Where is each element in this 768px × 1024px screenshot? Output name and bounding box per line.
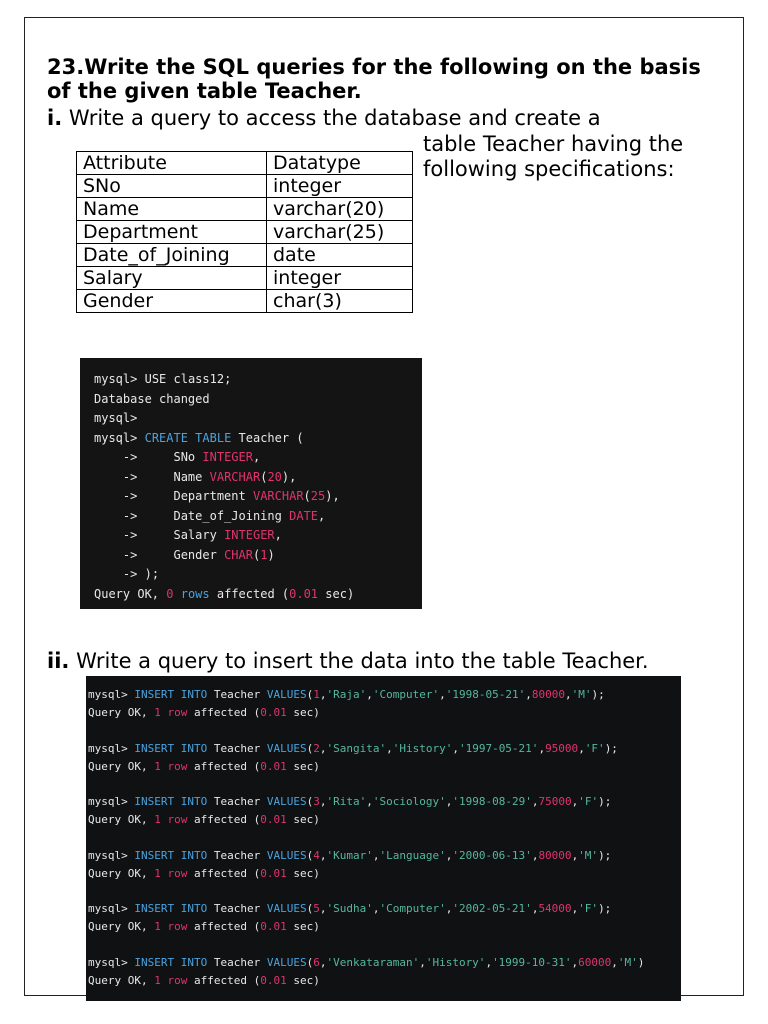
datatype-cell: integer — [267, 175, 413, 198]
result-suffix: sec) — [293, 706, 320, 719]
spec-table — [76, 151, 413, 313]
result-suffix: sec) — [293, 759, 320, 773]
part-ii-line — [47, 649, 649, 673]
prompt: mysql> — [88, 795, 128, 808]
terminal-line — [94, 429, 422, 449]
statement-end: ); — [591, 688, 605, 701]
column-name: Department — [173, 489, 246, 503]
gender-value: 'F' — [578, 795, 599, 808]
terminal-line — [94, 370, 422, 390]
part-i-label: i. — [47, 106, 63, 130]
column-name: SNo — [173, 450, 196, 464]
column-tail: ) — [267, 547, 275, 562]
column-size: 25 — [310, 489, 326, 503]
gender-value: 'M' — [617, 955, 638, 969]
keyword: INSERT — [134, 741, 175, 755]
result-suffix: sec) — [293, 973, 320, 987]
terminal-line — [88, 758, 681, 776]
result-prefix: Query OK, — [88, 973, 148, 987]
part-i-line1 — [47, 106, 601, 130]
terminal-line — [94, 390, 422, 410]
result-time: 0.01 — [260, 759, 287, 773]
status-text: Database changed — [94, 391, 210, 406]
part-ii-label: ii. — [47, 649, 70, 673]
terminal-line: -> Name VARCHAR(20), — [122, 469, 297, 484]
insert-terminal — [86, 676, 681, 1001]
attribute-cell: SNo — [77, 175, 267, 198]
column-name: Salary — [173, 528, 217, 542]
doj-value: '1997-05-21' — [458, 741, 539, 755]
column-tail: , — [274, 528, 282, 542]
terminal-line — [94, 448, 422, 468]
continuation: -> — [122, 567, 138, 581]
doj-value: '2002-05-21' — [452, 902, 532, 915]
column-name: Name — [173, 469, 203, 484]
result-suffix: sec) — [325, 586, 355, 601]
datatype-cell: date — [267, 244, 413, 267]
column-type: CHAR — [224, 547, 253, 562]
prompt: mysql> — [88, 688, 128, 701]
result-count: 0 — [166, 586, 174, 601]
result-prefix: Query OK, — [88, 813, 148, 826]
sno-value: 1 — [313, 688, 320, 701]
dept-value: 'Computer' — [379, 902, 446, 915]
datatype-cell: varchar(25) — [267, 221, 413, 244]
spec-table-header-row — [77, 152, 413, 175]
result-count: 1 — [154, 866, 161, 880]
dept-value: 'History' — [425, 955, 486, 969]
terminal-line — [94, 565, 422, 585]
doj-value: '2000-06-13' — [452, 848, 532, 862]
table-name: Teacher — [213, 848, 261, 862]
part-i-wrap — [423, 132, 683, 182]
keyword: VALUES — [266, 848, 307, 862]
question-heading: 23.Write the SQL queries for the following on the basis of the given table Teacher. — [47, 55, 701, 103]
terminal-line — [94, 585, 422, 605]
result-prefix: Query OK, — [88, 920, 148, 933]
attribute-cell: Department — [77, 221, 267, 244]
part-i-text-line2: table Teacher having the — [423, 132, 684, 156]
table-name: Teacher — [213, 955, 261, 969]
sno-value: 6 — [313, 955, 320, 969]
prompt: mysql> — [88, 741, 128, 755]
result-count: 1 — [154, 973, 161, 987]
terminal-line — [94, 507, 422, 527]
result-suffix: sec) — [293, 866, 320, 880]
result-time: 0.01 — [260, 813, 287, 826]
prompt: mysql> — [88, 902, 128, 915]
command: USE class12; — [144, 372, 232, 386]
column-size: 20 — [267, 469, 282, 484]
keyword: VALUES — [266, 688, 307, 701]
continuation: -> — [122, 469, 138, 484]
keyword: INSERT — [134, 688, 175, 701]
keyword: INSERT — [134, 902, 175, 915]
table-name: Teacher ( — [238, 430, 304, 445]
table-name: Teacher — [213, 902, 261, 915]
result-time: 0.01 — [260, 973, 287, 987]
keyword: INTO — [180, 741, 208, 755]
column-size: 1 — [260, 547, 268, 562]
prompt: mysql> — [94, 372, 138, 386]
attribute-cell: Date_of_Joining — [77, 244, 267, 267]
result-time: 0.01 — [260, 706, 287, 719]
terminal-line — [88, 972, 681, 990]
insert-entry — [88, 954, 681, 990]
name-value: 'Rita' — [326, 795, 367, 808]
result-mid: affected ( — [193, 973, 261, 987]
result-prefix: Query OK, — [94, 586, 160, 601]
column-tail: ), — [325, 489, 340, 503]
result-suffix: sec) — [293, 813, 320, 826]
keyword: INSERT — [134, 955, 175, 969]
table-name: Teacher — [213, 795, 261, 808]
attribute-cell: Name — [77, 198, 267, 221]
terminal-line: mysql> INSERT INTO Teacher VALUES(4,'Kumar','Language','2000-06-13',80000,'M'); — [88, 848, 612, 862]
doj-value: '1998-05-21' — [445, 688, 526, 701]
doj-value: '1998-08-29' — [452, 795, 532, 808]
result-count: 1 — [154, 813, 161, 826]
terminal-line — [88, 811, 681, 829]
result-mid: affected ( — [193, 920, 261, 933]
terminal-line — [88, 704, 681, 722]
continuation: -> — [122, 547, 138, 562]
statement-end: ); — [598, 795, 612, 808]
terminal-line: mysql> INSERT INTO Teacher VALUES(6,'Venkataraman','History','1999-10-31',60000,'M') — [88, 955, 645, 969]
spec-table-row — [77, 290, 413, 313]
prompt: mysql> — [88, 848, 128, 862]
terminal-line: -> Gender CHAR(1) — [122, 547, 275, 562]
spec-table-row — [77, 267, 413, 290]
result-count: 1 — [154, 759, 161, 773]
gender-value: 'M' — [571, 688, 592, 701]
column-type: INTEGER — [224, 528, 275, 542]
column-tail: , — [252, 450, 261, 464]
sno-value: 3 — [313, 795, 320, 808]
keyword: INTO — [180, 902, 208, 915]
salary-value: 95000 — [545, 741, 579, 755]
salary-value: 60000 — [578, 955, 612, 969]
result-suffix: sec) — [293, 920, 320, 933]
name-value: 'Venkataraman' — [326, 955, 420, 969]
dept-value: 'Computer' — [372, 688, 440, 701]
column-type: INTEGER — [202, 450, 253, 464]
doj-value: '1999-10-31' — [492, 955, 572, 969]
result-mid: affected ( — [193, 706, 261, 719]
keyword: INSERT — [134, 848, 175, 862]
continuation: -> — [122, 508, 138, 523]
salary-value: 80000 — [538, 848, 572, 862]
column-type: VARCHAR — [209, 469, 261, 484]
terminal-line — [88, 918, 681, 936]
table-name: Teacher — [213, 688, 261, 701]
insert-entry — [88, 686, 681, 722]
dept-value: 'Sociology' — [372, 795, 446, 808]
column-type: DATE — [289, 508, 318, 523]
column-type: VARCHAR — [252, 489, 304, 503]
result-unit: row — [167, 973, 188, 987]
name-value: 'Sangita' — [326, 741, 387, 755]
result-prefix: Query OK, — [88, 706, 148, 719]
continuation: -> — [122, 528, 138, 542]
create-table-terminal — [80, 358, 422, 609]
dept-value: 'History' — [392, 741, 453, 755]
gender-value: 'F' — [584, 741, 605, 755]
spec-table-row — [77, 244, 413, 267]
name-value: 'Kumar' — [326, 848, 373, 862]
datatype-cell: integer — [267, 267, 413, 290]
sno-value: 2 — [313, 741, 320, 755]
result-unit: row — [167, 759, 188, 773]
table-name: Teacher — [213, 741, 261, 755]
statement-end: ); — [598, 902, 612, 915]
dept-value: 'Language' — [379, 848, 446, 862]
column-tail: ), — [281, 469, 297, 484]
result-count: 1 — [154, 920, 161, 933]
prompt: mysql> — [94, 430, 138, 445]
attribute-cell: Salary — [77, 267, 267, 290]
terminal-line: -> Department VARCHAR(25), — [122, 489, 340, 503]
keyword: VALUES — [266, 795, 307, 808]
attribute-cell: Gender — [77, 290, 267, 313]
result-unit: row — [167, 706, 188, 719]
result-count: 1 — [154, 706, 161, 719]
terminal-line: mysql> INSERT INTO Teacher VALUES(1,'Raja','Computer','1998-05-21',80000,'M'); — [88, 688, 605, 701]
result-unit: rows — [180, 586, 210, 601]
header-datatype: Datatype — [267, 152, 413, 175]
result-time: 0.01 — [260, 920, 287, 933]
spec-table-row — [77, 221, 413, 244]
column-name: Date_of_Joining — [173, 508, 282, 523]
spec-table-row — [77, 198, 413, 221]
part-i-text-line3: following specifications: — [423, 157, 675, 181]
keyword: VALUES — [266, 741, 307, 755]
datatype-cell: char(3) — [267, 290, 413, 313]
keyword: VALUES — [266, 902, 307, 915]
keyword: INTO — [180, 688, 208, 701]
insert-entry — [88, 847, 681, 883]
terminal-line — [94, 409, 422, 429]
result-time: 0.01 — [260, 866, 287, 880]
result-prefix: Query OK, — [88, 866, 148, 880]
insert-entry — [88, 740, 681, 776]
keyword: CREATE TABLE — [144, 430, 232, 445]
name-value: 'Sudha' — [326, 902, 373, 915]
salary-value: 75000 — [538, 795, 572, 808]
gender-value: 'M' — [578, 848, 599, 862]
insert-entry — [88, 900, 681, 936]
header-attribute: Attribute — [77, 152, 267, 175]
result-unit: row — [167, 813, 188, 826]
statement-end: ) — [637, 955, 645, 969]
prompt: mysql> — [94, 411, 138, 425]
keyword: INTO — [180, 955, 208, 969]
salary-value: 54000 — [538, 902, 572, 915]
result-unit: row — [167, 920, 188, 933]
result-mid: affected ( — [193, 759, 261, 773]
result-mid: affected ( — [216, 586, 290, 601]
keyword: INTO — [180, 795, 208, 808]
sno-value: 4 — [313, 848, 320, 862]
gender-value: 'F' — [578, 902, 599, 915]
terminal-line: mysql> INSERT INTO Teacher VALUES(5,'Sudha','Computer','2002-05-21',54000,'F'); — [88, 902, 612, 915]
column-tail: , — [318, 508, 326, 523]
continuation: -> — [122, 489, 138, 503]
terminal-line: mysql> INSERT INTO Teacher VALUES(3,'Rita','Sociology','1998-08-29',75000,'F'); — [88, 795, 612, 808]
part-i-text-line1: Write a query to access the database and create a — [68, 106, 601, 130]
name-value: 'Raja' — [326, 688, 367, 701]
continuation: -> — [122, 450, 138, 464]
result-mid: affected ( — [193, 813, 261, 826]
keyword: INSERT — [134, 795, 175, 808]
insert-entry — [88, 793, 681, 829]
datatype-cell: varchar(20) — [267, 198, 413, 221]
sno-value: 5 — [313, 902, 320, 915]
keyword: VALUES — [266, 955, 307, 969]
result-unit: row — [167, 866, 188, 880]
statement-end: ); — [604, 741, 618, 755]
close-paren: ); — [144, 567, 160, 581]
salary-value: 80000 — [531, 688, 565, 701]
keyword: INTO — [180, 848, 208, 862]
prompt: mysql> — [88, 955, 128, 969]
terminal-line — [88, 865, 681, 883]
part-ii-text: Write a query to insert the data into the table Teacher. — [76, 649, 649, 673]
result-prefix: Query OK, — [88, 759, 148, 773]
statement-end: ); — [598, 848, 612, 862]
terminal-line: mysql> INSERT INTO Teacher VALUES(2,'Sangita','History','1997-05-21',95000,'F'); — [88, 741, 618, 755]
result-time: 0.01 — [289, 586, 319, 601]
spec-table-row — [77, 175, 413, 198]
result-mid: affected ( — [193, 866, 261, 880]
column-name: Gender — [173, 547, 217, 562]
terminal-line — [94, 526, 422, 546]
